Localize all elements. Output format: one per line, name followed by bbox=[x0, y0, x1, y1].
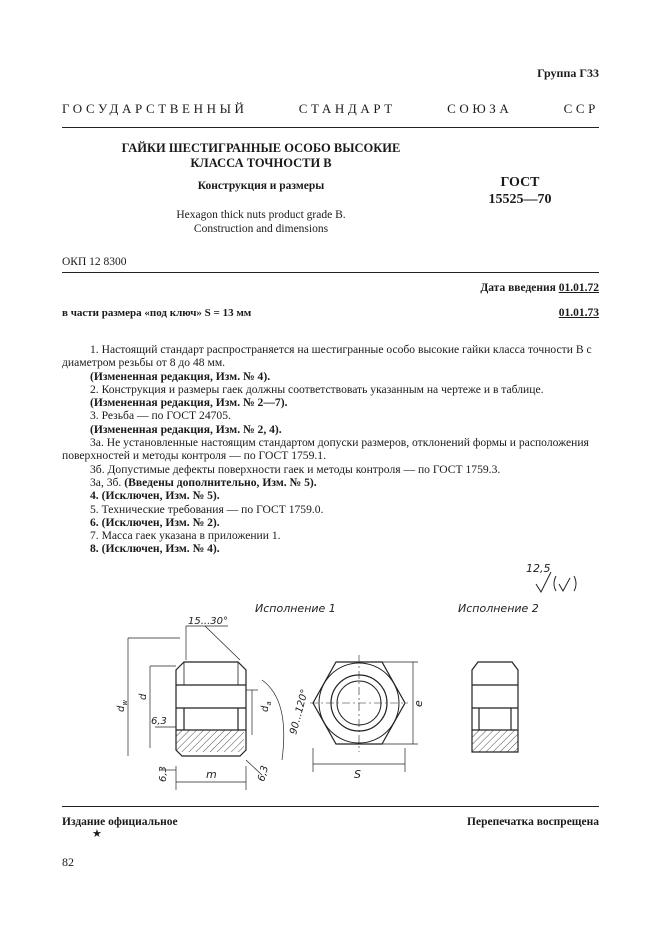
header-divider bbox=[62, 127, 599, 128]
document-title bbox=[120, 141, 402, 171]
paragraph: (Измененная редакция, Изм. № 4). bbox=[90, 369, 271, 383]
dim-d: d bbox=[138, 693, 149, 700]
dim-m: m bbox=[206, 768, 217, 781]
dim-6-3-inner: 6,3 bbox=[151, 716, 167, 727]
variant-2-label: Исполнение 2 bbox=[458, 602, 539, 615]
star-mark: ★ bbox=[92, 828, 102, 840]
part-date-value: 01.01.73 bbox=[558, 307, 599, 319]
part-size-date bbox=[559, 307, 599, 319]
footer-divider bbox=[62, 806, 599, 807]
nut-technical-drawing bbox=[0, 550, 661, 800]
document-subtitle: Конструкция и размеры bbox=[197, 180, 325, 192]
official-edition-label: Издание официальное bbox=[62, 816, 178, 828]
variant-1-top-view bbox=[310, 655, 408, 752]
paragraph: 3. Резьба — по ГОСТ 24705. bbox=[90, 409, 231, 423]
chamfer-angle-label: 15...30° bbox=[188, 616, 228, 627]
variant-1-label: Исполнение 1 bbox=[255, 602, 336, 615]
reprint-prohibited-label: Перепечатка воспрещена bbox=[467, 816, 599, 828]
roughness-value: 12,5 bbox=[526, 562, 551, 575]
date-intro-label: Дата введения bbox=[480, 282, 556, 294]
gost-designation bbox=[460, 174, 580, 208]
english-title-line: Construction and dimensions bbox=[193, 223, 329, 235]
variant-1-side-view bbox=[176, 662, 246, 756]
variant-2-side-view bbox=[472, 662, 518, 752]
paragraph: 5. Технические требования — по ГОСТ 1759.0. bbox=[90, 502, 324, 516]
paragraph: 7. Масса гаек указана в приложении 1. bbox=[90, 529, 281, 543]
header-word: СТАНДАРТ bbox=[298, 101, 396, 116]
paragraph: 6. (Исключен, Изм. № 2). bbox=[90, 515, 220, 529]
okp-divider bbox=[62, 272, 599, 273]
english-title-line: Hexagon thick nuts product grade B. bbox=[176, 209, 346, 221]
header-word: СОЮЗА bbox=[447, 101, 513, 116]
paragraph: 3б. Допустимые дефекты поверхности гаек и методы контроля — по ГОСТ 1759.3. bbox=[90, 462, 501, 476]
paragraph: (Измененная редакция, Изм. № 2—7). bbox=[90, 396, 288, 410]
paragraph-prefix: 3а, 3б. bbox=[90, 475, 125, 489]
paragraph bbox=[62, 476, 599, 489]
group-code: Группа Г33 bbox=[537, 66, 599, 80]
dim-dw: $d_w$ bbox=[116, 699, 129, 712]
page-number: 82 bbox=[62, 855, 74, 869]
dim-da: $d_a$ bbox=[260, 701, 273, 712]
header-word: ССР bbox=[563, 101, 599, 116]
dim-6-3-left: 6,3 bbox=[158, 766, 169, 782]
paragraph-bold: (Введены дополнительно, Изм. № 5). bbox=[124, 475, 317, 489]
gost-number: 15525—70 bbox=[488, 192, 552, 207]
part-size-label: в части размера «под ключ» S = 13 мм bbox=[62, 307, 252, 319]
title-line: КЛАССА ТОЧНОСТИ В bbox=[190, 156, 332, 170]
variant-1-top-dimensions bbox=[313, 662, 418, 772]
english-title bbox=[120, 208, 402, 236]
paragraph: 2. Конструкция и размеры гаек должны соответствовать указанным на чертеже и в таблице. bbox=[90, 382, 544, 396]
paragraph: 3а. Не установленные настоящим стандартом допуски размеров, отклонений формы и расположения поверхностей и методы контроля — по ГОСТ 1759.1. bbox=[62, 436, 589, 463]
paragraph: (Измененная редакция, Изм. № 2, 4). bbox=[90, 422, 282, 436]
paragraph: 1. Настоящий стандарт распространяется на шестигранные особо высокие гайки класса точности В с диаметром резьбы от 8 до 48 мм. bbox=[62, 343, 592, 370]
okp-code: ОКП 12 8300 bbox=[62, 256, 127, 268]
roughness-symbol bbox=[526, 562, 576, 592]
countersink-angle-label: 90...120° bbox=[288, 688, 311, 736]
dim-6-3-right: 6,3 bbox=[256, 764, 272, 783]
standard-header bbox=[62, 101, 599, 117]
title-line: ГАЙКИ ШЕСТИГРАННЫЕ ОСОБО ВЫСОКИЕ bbox=[121, 141, 401, 155]
dim-e: e bbox=[412, 700, 425, 707]
date-intro-value: 01.01.72 bbox=[558, 282, 599, 294]
gost-label: ГОСТ bbox=[500, 175, 540, 190]
paragraph: 4. (Исключен, Изм. № 5). bbox=[90, 489, 220, 503]
paragraph: 8. (Исключен, Изм. № 4). bbox=[90, 542, 220, 556]
body-text bbox=[62, 343, 599, 556]
dim-s: S bbox=[354, 768, 361, 781]
header-word: ГОСУДАРСТВЕННЫЙ bbox=[62, 101, 248, 116]
introduction-date bbox=[480, 282, 599, 294]
